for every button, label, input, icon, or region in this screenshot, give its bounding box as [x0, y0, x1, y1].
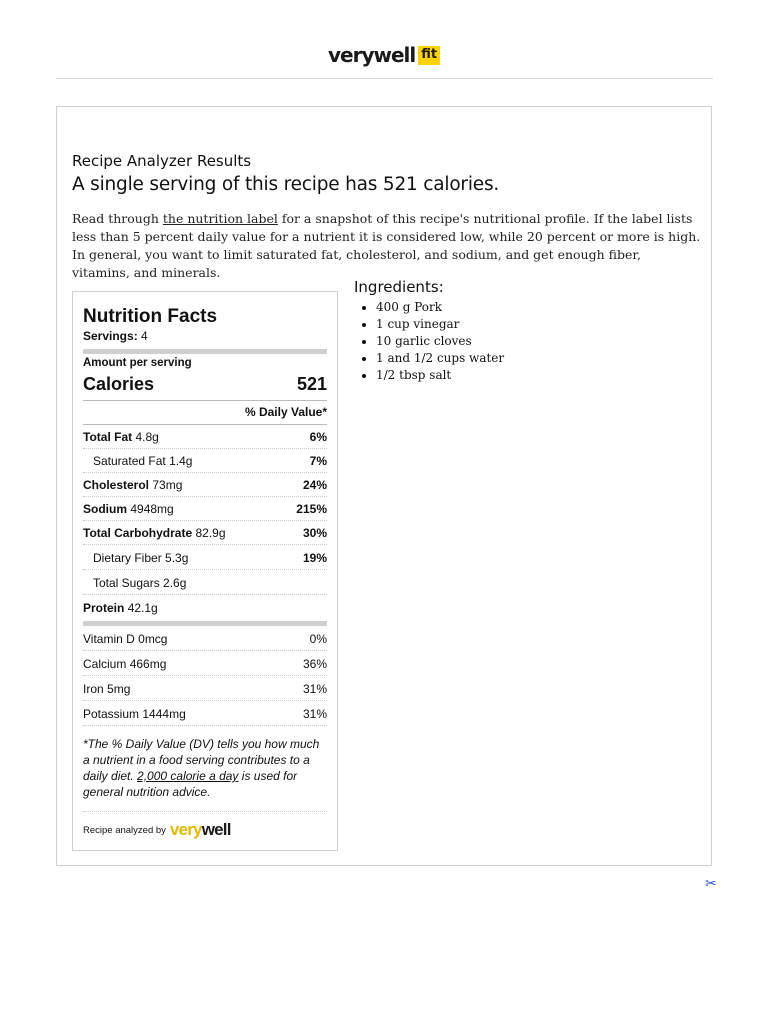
intro-paragraph: [72, 210, 702, 282]
recipe-analyzed-by: [83, 820, 231, 840]
vitamin-row: [83, 677, 327, 701]
amount-per-serving: Amount per serving: [83, 357, 192, 369]
nutrient-label: Total Carbohydrate: [83, 526, 193, 540]
nutrient-row: [83, 449, 327, 473]
nutrient-row: [83, 571, 327, 595]
analyzed-by-text: Recipe analyzed by: [83, 824, 166, 836]
nutrient-amount: 5.3g: [165, 551, 189, 565]
verywell-logo[interactable]: [170, 820, 231, 840]
nutrient-name: [83, 425, 159, 449]
nutrient-row: [83, 596, 327, 620]
nutrition-facts-title: Nutrition Facts: [83, 306, 218, 327]
logo-text: verywell: [328, 43, 416, 67]
vitamin-label: Potassium: [83, 707, 140, 721]
vitamin-pct: 31%: [302, 707, 327, 721]
scissors-icon[interactable]: ✂: [705, 876, 717, 892]
servings-value: 4: [141, 329, 148, 343]
vitamin-label: Iron: [83, 682, 104, 696]
thick-divider: [83, 621, 327, 626]
ingredients-title: Ingredients:: [354, 278, 444, 296]
vitamin-label: Vitamin D: [83, 632, 135, 646]
nutrient-name: [83, 521, 226, 545]
calories-value: 521: [296, 374, 327, 394]
nutrient-label: Saturated Fat: [93, 454, 166, 468]
nutrient-row: [83, 425, 327, 449]
nutrient-amount: 42.1g: [127, 601, 158, 615]
nutrient-pct: 19%: [302, 551, 327, 565]
vitamin-amount: 5mg: [107, 682, 131, 696]
nutrient-pct: 24%: [302, 478, 327, 492]
nutrient-name: [83, 473, 182, 497]
calories-label: Calories: [83, 374, 155, 394]
vitamin-row: [83, 627, 327, 651]
logo-well: well: [201, 820, 231, 839]
footnote-after: is used for general nutrition advice.: [83, 769, 298, 799]
intro-after: for a snapshot of this recipe's nutritional profile. If the label lists less than 5 percent daily value for a nutrient it is considered low, while 20 percent or more is high. In general, you want to limit saturated fat, cholesterol, and sodium, and get enough fiber, vitamins, and minerals.: [72, 211, 701, 280]
vitamin-pct: 0%: [309, 632, 327, 646]
nutrient-amount: 73mg: [152, 478, 183, 492]
nutrient-label: Total Sugars: [93, 576, 160, 590]
nutrient-name: [83, 497, 174, 521]
nutrient-row: [83, 521, 327, 545]
nutrient-name: [83, 596, 158, 620]
vitamin-pct: 31%: [302, 682, 327, 696]
ingredients-list: [354, 299, 504, 384]
nutrient-row: [83, 473, 327, 497]
logo-badge-fit: fit: [418, 46, 440, 65]
daily-value-footnote: [83, 736, 327, 800]
divider: [83, 400, 327, 401]
ingredient-item: • 400 g Pork: [376, 299, 504, 316]
footnote-before: *The % Daily Value (DV) tells you how much a nutrient in a food serving contributes to a daily diet.: [83, 737, 320, 783]
vitamin-label: Calcium: [83, 657, 127, 671]
vitamin-amount: 466mg: [129, 657, 167, 671]
vitamin-name: [83, 702, 186, 726]
calorie-day-link[interactable]: 2,000 calorie a day: [137, 769, 239, 783]
nutrient-pct: 6%: [309, 430, 327, 444]
divider: [83, 811, 327, 812]
ingredient-item: • 1/2 tbsp salt: [376, 367, 504, 384]
nutrient-name: [93, 449, 192, 473]
calories-headline: A single serving of this recipe has 521 calories.: [72, 174, 500, 195]
nutrient-pct: 30%: [302, 526, 327, 540]
thick-divider: [83, 349, 327, 354]
servings: [83, 329, 148, 343]
nutrient-label: Cholesterol: [83, 478, 150, 492]
nutrient-pct: 215%: [296, 502, 327, 516]
analyzer-title: Recipe Analyzer Results: [72, 152, 252, 170]
ingredient-item: • 1 cup vinegar: [376, 316, 504, 333]
nutrient-amount: 1.4g: [169, 454, 193, 468]
vitamin-name: [83, 652, 166, 676]
vitamin-amount: 0mcg: [138, 632, 168, 646]
nutrient-name: [93, 571, 186, 595]
intro-before: Read through: [72, 211, 163, 226]
nutrition-facts-panel: [72, 291, 338, 851]
vitamin-amount: 1444mg: [142, 707, 186, 721]
nutrient-amount: 4.8g: [135, 430, 159, 444]
ingredient-item: • 10 garlic cloves: [376, 333, 504, 350]
nutrient-amount: 4948mg: [130, 502, 174, 516]
vitamin-name: [83, 677, 130, 701]
logo-very: very: [169, 820, 202, 839]
nutrient-name: [93, 546, 188, 570]
nutrient-row: [83, 497, 327, 521]
nutrient-label: Protein: [83, 601, 125, 615]
verywell-fit-logo[interactable]: [328, 42, 440, 68]
vitamin-name: [83, 627, 167, 651]
nutrition-label-link[interactable]: the nutrition label: [162, 211, 278, 226]
daily-value-header: % Daily Value*: [244, 405, 327, 419]
vitamin-pct: 36%: [302, 657, 327, 671]
vitamin-row: [83, 702, 327, 726]
nutrient-label: Dietary Fiber: [93, 551, 162, 565]
nutrient-label: Total Fat: [83, 430, 133, 444]
nutrient-amount: 2.6g: [163, 576, 187, 590]
ingredient-item: • 1 and 1/2 cups water: [376, 350, 504, 367]
vitamin-row: [83, 652, 327, 676]
nutrient-row: [83, 546, 327, 570]
nutrient-amount: 82.9g: [195, 526, 226, 540]
nutrient-pct: 7%: [309, 454, 327, 468]
nutrient-label: Sodium: [83, 502, 127, 516]
servings-label: Servings:: [83, 329, 138, 343]
